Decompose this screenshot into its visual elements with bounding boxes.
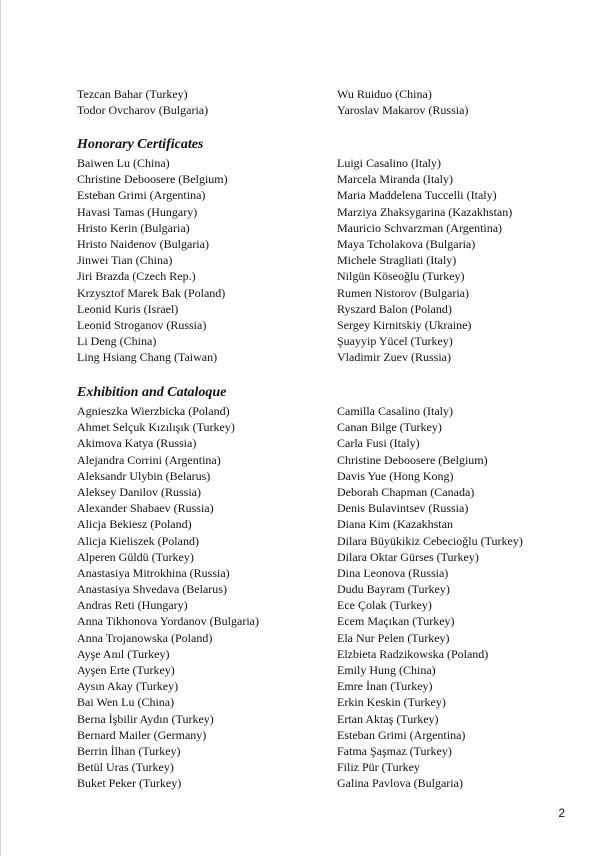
- honorary-entry: Hristo Naidenov (Bulgaria): [77, 236, 209, 251]
- exhibition-entry: Ece Çolak (Turkey): [337, 598, 432, 613]
- honorary-entry: Esteban Grimi (Argentina): [77, 188, 206, 203]
- exhibition-entry: Berna İşbilir Aydın (Turkey): [77, 711, 214, 726]
- exhibition-entry: Dudu Bayram (Turkey): [337, 582, 450, 597]
- honorary-entry: Vladimir Zuev (Russia): [337, 350, 451, 365]
- exhibition-entry: Denis Bulavintsev (Russia): [337, 501, 469, 516]
- exhibition-entry: Bai Wen Lu (China): [77, 695, 175, 710]
- exhibition-entry: Akimova Katya (Russia): [77, 436, 197, 451]
- honorary-right-column: [337, 155, 605, 365]
- exhibition-entry: Davis Yue (Hong Kong): [337, 468, 454, 483]
- honorary-entry: Rumen Nistorov (Bulgaria): [337, 285, 469, 300]
- exhibition-entry: Ayşen Erte (Turkey): [77, 663, 175, 677]
- exhibition-entry: Galina Pavlova (Bulgaria): [337, 776, 463, 791]
- honorary-entry: Hristo Kerin (Bulgaria): [77, 220, 190, 235]
- honorary-left-column: [77, 155, 327, 365]
- honorary-entry: Şuayyip Yücel (Turkey): [337, 334, 453, 349]
- honorary-certificates-heading: Honorary Certificates: [77, 137, 204, 152]
- exhibition-entry: Erkin Keskin (Turkey): [337, 695, 446, 710]
- exhibition-entry: Aleksey Danilov (Russia): [77, 484, 201, 499]
- exhibition-entry: Bernard Mailer (Germany): [77, 727, 207, 742]
- exhibition-entry: Anna Tikhonova Yordanov (Bulgaria): [77, 614, 259, 629]
- list-entry: Todor Ovcharov (Bulgaria): [77, 103, 209, 118]
- honorary-entry: Michele Stragliati (Italy): [337, 253, 457, 268]
- honorary-entry: Krzysztof Marek Bak (Poland): [77, 285, 226, 300]
- exhibition-entry: Deborah Chapman (Canada): [337, 484, 475, 499]
- exhibition-entry: Diana Kim (Kazakhstan: [337, 517, 453, 532]
- exhibition-entry: Ayşe Anıl (Turkey): [77, 646, 170, 661]
- exhibition-entry: Anastasiya Shvedava (Belarus): [77, 582, 227, 597]
- exhibition-entry: Buket Peker (Turkey): [77, 776, 182, 791]
- exhibition-entry: Agnieszka Wierzbicka (Poland): [77, 404, 230, 418]
- honorary-entry: Baiwen Lu (China): [77, 156, 170, 170]
- exhibition-entry: Christine Deboosere (Belgium): [337, 452, 488, 467]
- exhibition-entry: Fatma Şaşmaz (Turkey): [337, 743, 452, 758]
- honorary-entry: Nilgün Köseoğlu (Turkey): [337, 269, 465, 284]
- exhibition-entry: Andras Reti (Hungary): [77, 598, 188, 613]
- honorary-entry: Leonid Stroganov (Russia): [77, 317, 207, 332]
- exhibition-left-column: [77, 403, 327, 792]
- list-entry: Tezcan Bahar (Turkey): [77, 87, 188, 101]
- honorary-entry: Luigi Casalino (Italy): [337, 156, 441, 170]
- honorary-entry: Maria Maddelena Tuccelli (Italy): [337, 188, 497, 203]
- honorary-entry: Jinwei Tian (China): [77, 253, 173, 268]
- honorary-entry: Sergey Kirnitskiy (Ukraine): [337, 317, 472, 332]
- honorary-entry: Maya Tcholakova (Bulgaria): [337, 236, 476, 251]
- honorary-entry: Marziya Zhaksygarina (Kazakhstan): [337, 204, 513, 219]
- exhibition-entry: Alejandra Corrini (Argentina): [77, 452, 221, 467]
- exhibition-entry: Anna Trojanowska (Poland): [77, 630, 213, 645]
- exhibition-entry: Camilla Casalino (Italy): [337, 404, 453, 418]
- exhibition-entry: Betül Uras (Turkey): [77, 760, 174, 775]
- exhibition-entry: Filiz Pür (Turkey: [337, 760, 420, 775]
- honorary-entry: Marcela Miranda (Italy): [337, 172, 453, 187]
- honorary-entry: Christine Deboosere (Belgium): [77, 172, 228, 187]
- top-list-left-column: [77, 86, 327, 118]
- exhibition-entry: Emre İnan (Turkey): [337, 679, 433, 694]
- exhibition-entry: Ecem Maçıkan (Turkey): [337, 614, 455, 629]
- exhibition-entry: Carla Fusi (Italy): [337, 436, 420, 451]
- exhibition-entry: Ela Nur Pelen (Turkey): [337, 630, 450, 645]
- exhibition-entry: Emily Hung (China): [337, 663, 436, 677]
- exhibition-entry: Aysın Akay (Turkey): [77, 679, 179, 694]
- honorary-entry: Havasi Tamas (Hungary): [77, 204, 198, 219]
- exhibition-entry: Berrin İlhan (Turkey): [77, 743, 181, 758]
- exhibition-entry: Dina Leonova (Russia): [337, 565, 449, 580]
- list-entry: Wu Ruiduo (China): [337, 87, 432, 101]
- exhibition-entry: Aleksandr Ulybin (Belarus): [77, 468, 211, 483]
- page-number: 2: [558, 806, 565, 820]
- exhibition-entry: Ertan Aktaş (Turkey): [337, 711, 439, 726]
- honorary-entry: Ryszard Balon (Poland): [337, 301, 452, 316]
- honorary-entry: Jiri Brazda (Czech Rep.): [77, 269, 196, 284]
- exhibition-entry: Elzbieta Radzikowska (Poland): [337, 646, 489, 661]
- exhibition-catalogue-heading: Exhibition and Cataloque: [77, 385, 227, 400]
- exhibition-entry: Esteban Grimi (Argentina): [337, 727, 466, 742]
- honorary-entry: Mauricio Schvarzman (Argentina): [337, 220, 503, 235]
- exhibition-right-column: [337, 403, 605, 792]
- honorary-entry: Li Deng (China): [77, 334, 157, 349]
- exhibition-entry: Alicja Bekiesz (Poland): [77, 517, 192, 532]
- exhibition-entry: Alexander Shabaev (Russia): [77, 501, 214, 516]
- exhibition-entry: Dilara Oktar Gürses (Turkey): [337, 549, 479, 564]
- honorary-entry: Ling Hsiang Chang (Taiwan): [77, 350, 218, 365]
- exhibition-entry: Dilara Büyükikiz Cebecioğlu (Turkey): [337, 533, 523, 548]
- exhibition-entry: Alperen Güldü (Turkey): [77, 549, 194, 564]
- exhibition-entry: Canan Bilge (Turkey): [337, 420, 442, 435]
- honorary-entry: Leonid Kuris (Israel): [77, 301, 179, 316]
- exhibition-entry: Anastasiya Mitrokhina (Russia): [77, 565, 230, 580]
- exhibition-entry: Ahmet Selçuk Kızılışık (Turkey): [77, 420, 235, 435]
- top-list-right-column: [337, 86, 605, 118]
- list-entry: Yaroslav Makarov (Russia): [337, 103, 469, 118]
- exhibition-entry: Alicja Kieliszek (Poland): [77, 533, 199, 548]
